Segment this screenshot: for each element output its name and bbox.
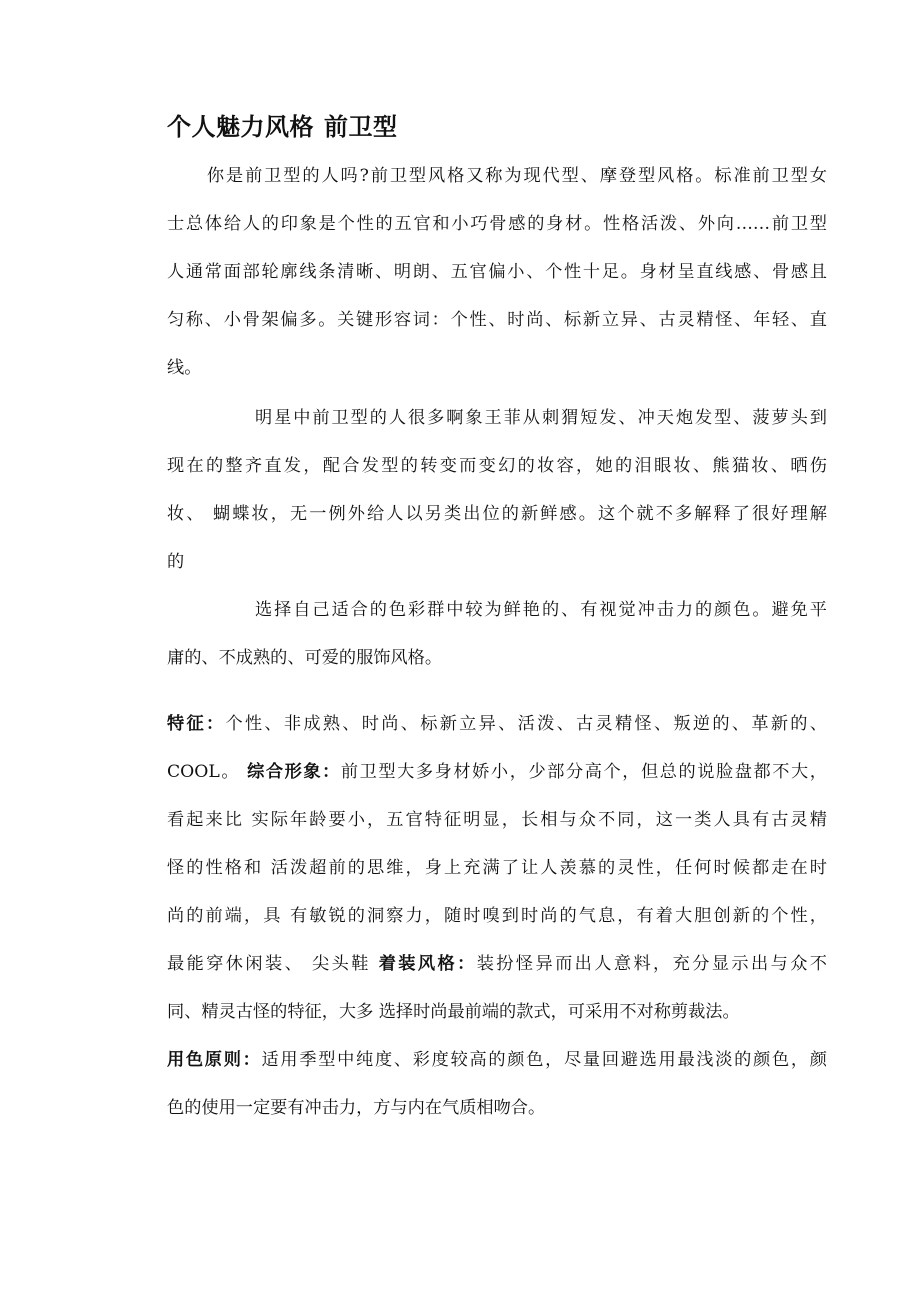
title-main: 个人魅力风格 [167,112,314,141]
text-line: 你是前卫型的人吗?前卫型风格又称为现代型、摩登型风格。标准前卫型女 [205,166,827,186]
text-line: 现在的整齐直发，配合发型的转变而变幻的妆容，她的泪眼妆、熊猫妆、晒伤 [167,456,827,476]
text-line: 的 [167,552,185,572]
text-line: 线。 [167,358,202,378]
text-line: 特征：个性、非成熟、时尚、标新立异、活泼、古灵精怪、叛逆的、革新的、 [167,714,827,734]
text-line: 色的使用一定要有冲击力，方与内在气质相吻合。 [167,1098,546,1118]
text-line: 庸的、不成熟的、可爱的服饰风格。 [167,648,443,668]
text-line: 选择自己适合的色彩群中较为鲜艳的、有视觉冲击力的颜色。避免平 [253,600,827,620]
text-line: 人通常面部轮廓线条清晰、明朗、五官偏小、个性十足。身材呈直线感、骨感且 [167,262,827,282]
color-principle-label: 用色原则： [167,1050,262,1070]
text-line: 妆、 蝴蝶妆，无一例外给人以另类出位的新鲜感。这个就不多解释了很好理解 [167,504,827,524]
paragraph-color-choice [167,586,827,682]
text-line: 同、精灵古怪的特征，大多 选择时尚最前端的款式，可采用不对称剪裁法。 [167,1002,740,1022]
text-line: 最能穿休闲装、 尖头鞋 着装风格：装扮怪异而出人意料，充分显示出与众不 [167,954,827,974]
text-line: COOL。 综合形象：前卫型大多身材娇小，少部分高个，但总的说脸盘都不大， [167,762,827,782]
text-line: 士总体给人的印象是个性的五官和小巧骨感的身材。性格活泼、外向……前卫型 [167,214,827,234]
title-sub: 前卫型 [324,112,398,141]
page-title [167,110,398,144]
text-line: 用色原则：适用季型中纯度、彩度较高的颜色，尽量回避选用最浅淡的颜色，颜 [167,1050,827,1070]
traits-label: 特征： [167,714,226,734]
image-label: 综合形象： [247,762,341,782]
style-label: 着装风格： [378,954,477,974]
text-line: 明星中前卫型的人很多啊象王菲从刺猬短发、冲天炮发型、菠萝头到 [253,408,827,428]
text-line: 匀称、小骨架偏多。关键形容词：个性、时尚、标新立异、古灵精怪、年轻、直 [167,310,827,330]
paragraph-color-principle [167,1036,827,1132]
text-line: 看起来比 实际年龄要小，五官特征明显，长相与众不同，这一类人具有古灵精 [167,810,827,830]
paragraph-intro [167,152,827,392]
text-line: 尚的前端，具 有敏锐的洞察力，随时嗅到时尚的气息，有着大胆创新的个性， [167,906,827,926]
text-line: 怪的性格和 活泼超前的思维，身上充满了让人羡慕的灵性，任何时候都走在时 [167,858,827,878]
paragraph-celebrity [167,394,827,586]
paragraph-traits [167,700,827,1036]
